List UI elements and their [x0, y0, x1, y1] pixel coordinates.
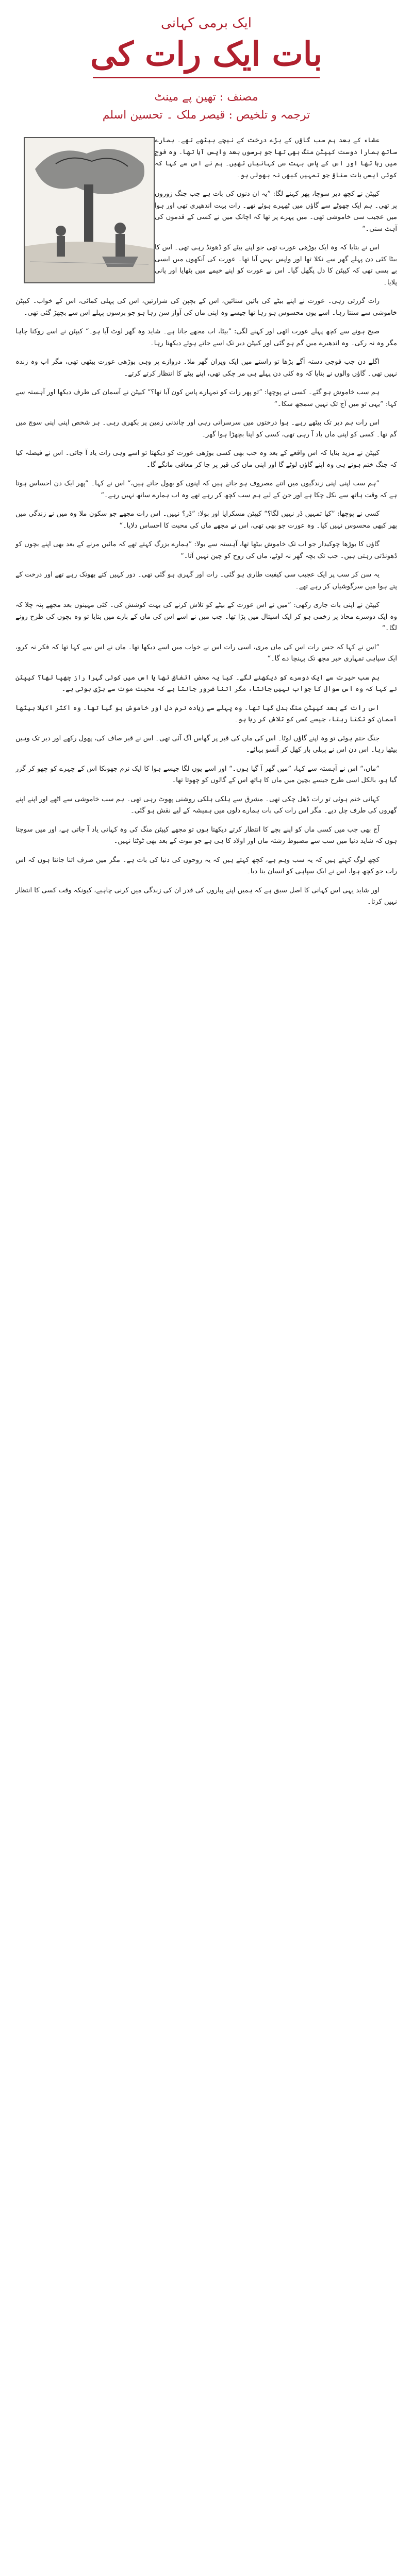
story-paragraph: ہم سب خاموش ہو گئے۔ کسی نے پوچھا: ”تو پھر رات کو تمہارے پاس کون آیا تھا؟“ کیپٹن نے آسمان کی طرف دیکھا اور آہستہ سے کہا: ”یہی تو میں آج تک نہیں سمجھ سکا۔“ — [15, 388, 397, 408]
story-paragraph: گاؤں کا بوڑھا چوکیدار جو اب تک خاموش بیٹھا تھا، آہستہ سے بولا: ”ہمارے بزرگ کہتے تھے کہ مائیں مرنے کے بعد بھی اپنے بچوں کو ڈھونڈتی رہتی ہیں۔ جب تک بچہ گھر نہ لوٹے، ماں کی روح کو چین نہیں آتا۔“ — [15, 540, 397, 560]
story-paragraph: جنگ ختم ہوئی تو وہ اپنے گاؤں لوٹا۔ اس کی ماں کی قبر پر گھاس اگ آئی تھی۔ اس نے قبر صاف کی، پھول رکھے اور دیر تک وہیں بیٹھا رہا۔ اس دن اس نے پہلی بار کھل کر آنسو بہائے۔ — [15, 734, 397, 754]
story-paragraph: اور شاید یہی اس کہانی کا اصل سبق ہے کہ ہمیں اپنے پیاروں کی قدر ان کی زندگی میں کرنی چاہیے، کیونکہ وقت کسی کا انتظار نہیں کرتا۔ — [15, 886, 397, 906]
story-paragraph: اگلے دن جب فوجی دستہ آگے بڑھا تو راستے میں ایک ویران گھر ملا۔ دروازے پر وہی بوڑھی عورت بیٹھی تھی، مگر اب وہ زندہ نہیں تھی۔ گاؤں والوں نے بتایا کہ وہ کئی دن پہلے ہی مر چکی تھی، اپنے بیٹے کا انتظار کرتے کرتے۔ — [15, 358, 397, 378]
story-paragraph: اس رات کے بعد کیپٹن منگ بدل گیا تھا۔ وہ پہلے سے زیادہ نرم دل اور خاموش ہو گیا تھا۔ وہ اکثر اکیلا بیٹھا آسمان کو تکتا رہتا، جیسے کسی کو تلاش کر رہا ہو۔ — [15, 704, 397, 723]
story-page — [15, 0, 397, 2576]
story-illustration — [24, 137, 155, 283]
story-paragraph: ہم سب حیرت سے ایک دوسرے کو دیکھنے لگے۔ کیا یہ محض اتفاق تھا یا اس میں کوئی گہرا راز چھپا تھا؟ کیپٹن نے کہا کہ وہ اس سوال کا جواب نہیں جانتا، مگر اتنا ضرور جانتا ہے کہ محبت موت سے بڑی ہوتی ہے۔ — [15, 673, 397, 693]
story-kicker: ایک برمی کہانی — [161, 15, 252, 31]
story-paragraph: اس نے بتایا کہ وہ ایک بوڑھی عورت تھی جو اپنے بیٹے کو ڈھونڈ رہی تھی۔ اس کا بیٹا کئی دن پہلے گھر سے نکلا تھا اور واپس نہیں آیا تھا۔ عورت کی آنکھوں میں ایسی بے بسی تھی کہ کیپٹن کا دل پگھل گیا۔ اس نے عورت کو اپنے خیمے میں بٹھایا اور پانی پلایا۔ — [155, 244, 397, 286]
story-paragraph: رات گزرتی رہی۔ عورت نے اپنے بیٹے کی باتیں سنائیں، اس کے بچپن کی شرارتیں، اس کی پہلی کمائی، اس کے خواب۔ کیپٹن خاموشی سے سنتا رہا۔ اسے یوں محسوس ہو رہا تھا جیسے وہ اپنی ماں کی آواز سن رہا ہو جو برسوں پہلے اس سے بچھڑ گئی تھی۔ — [15, 297, 397, 317]
author-line: مصنف : تھین پے مینٹ — [154, 91, 258, 104]
story-paragraph: کیپٹن نے مزید بتایا کہ اس واقعے کے بعد وہ جب بھی کسی بوڑھی عورت کو دیکھتا تو اسے وہی رات یاد آ جاتی۔ اس نے فیصلہ کیا کہ جنگ ختم ہوتے ہی وہ اپنے گاؤں لوٹے گا اور اپنی ماں کی قبر پر جا کر معافی مانگے گا۔ — [15, 449, 397, 469]
story-paragraph: ”ہم سب اپنی اپنی زندگیوں میں اتنے مصروف ہو جاتے ہیں کہ اپنوں کو بھول جاتے ہیں،“ اس نے کہا۔ ”پھر ایک دن احساس ہوتا ہے کہ وقت ہاتھ سے نکل چکا ہے اور جن کے لیے ہم سب کچھ کر رہے تھے وہ اب ہمارے ساتھ نہیں رہے۔“ — [15, 480, 397, 499]
story-paragraph: صبح ہونے سے کچھ پہلے عورت اٹھی اور کہنے لگی: ”بیٹا، اب مجھے جانا ہے۔ شاید وہ گھر لوٹ آیا ہو۔“ کیپٹن نے اسے روکنا چاہا مگر وہ نہ رکی۔ وہ اندھیرے میں گم ہو گئی اور کیپٹن دیر تک اسے جاتے ہوئے دیکھتا رہا۔ — [15, 328, 397, 347]
story-paragraph: کسی نے پوچھا: ”کیا تمہیں ڈر نہیں لگا؟“ کیپٹن مسکرایا اور بولا: ”ڈر؟ نہیں۔ اس رات مجھے جو سکون ملا وہ میں نے زندگی میں پھر کبھی محسوس نہیں کیا۔ وہ عورت جو بھی تھی، اس نے مجھے ماں کی محبت کا احساس دلایا۔“ — [15, 510, 397, 530]
illustration-drawing — [25, 138, 154, 282]
story-paragraph: آج بھی جب میں کسی ماں کو اپنے بچے کا انتظار کرتے دیکھتا ہوں تو مجھے کیپٹن منگ کی وہ کہانی یاد آ جاتی ہے، اور میں سوچتا ہوں کہ شاید دنیا میں سب سے مضبوط رشتہ ماں اور اولاد کا ہی ہے جو موت کے بعد بھی ٹوٹتا نہیں۔ — [15, 825, 397, 845]
story-paragraph: یہ سن کر سب پر ایک عجیب سی کیفیت طاری ہو گئی۔ رات اور گہری ہو گئی تھی۔ دور کہیں کتے بھونک رہے تھے اور درخت کے پتے ہوا میں سرگوشیاں کر رہے تھے۔ — [15, 571, 397, 590]
story-paragraph: عشاء کے بعد ہم سب گاؤں کے بڑے درخت کے نیچے بیٹھے تھے۔ ہمارے ساتھ ہمارا دوست کیپٹن منگ بھی تھا جو برسوں بعد واپس آیا تھا۔ وہ فوج میں رہا تھا اور اس کے پاس بہت سی کہانیاں تھیں۔ ہم نے اس سے کہا کہ کوئی ایسی بات سناؤ جو تمہیں کبھی نہ بھولی ہو۔ — [155, 137, 397, 179]
story-paragraph: کچھ لوگ کہتے ہیں کہ یہ سب وہم ہے، کچھ کہتے ہیں کہ یہ روحوں کی دنیا کی بات ہے۔ مگر میں صرف اتنا جانتا ہوں کہ اس رات جو کچھ ہوا، اس نے ایک سپاہی کو انسان بنا دیا۔ — [15, 856, 397, 875]
story-paragraph: اس رات ہم دیر تک بیٹھے رہے۔ ہوا درختوں میں سرسراتی رہی اور چاندنی زمین پر بکھری رہی۔ ہر شخص اپنی اپنی سوچ میں گم تھا۔ کسی کو اپنی ماں یاد آ رہی تھی، کسی کو اپنا بچھڑا ہوا گھر۔ — [15, 419, 397, 438]
story-body — [15, 135, 397, 908]
title-underline — [93, 77, 320, 78]
story-paragraph: کیپٹن نے اپنی بات جاری رکھی: ”میں نے اس عورت کے بیٹے کو تلاش کرنے کی بہت کوشش کی۔ کئی مہینوں بعد مجھے پتہ چلا کہ وہ ایک دوسرے محاذ پر زخمی ہو کر ایک اسپتال میں پڑا تھا۔ جب میں نے اسے اس کی ماں کے بارے میں بتایا تو وہ بچوں کی طرح رونے لگا۔“ — [15, 601, 397, 632]
story-title: بات ایک رات کی — [90, 35, 323, 74]
story-header — [15, 0, 397, 122]
story-paragraph: ”ماں،“ اس نے آہستہ سے کہا، ”میں گھر آ گیا ہوں۔“ اور اسے یوں لگا جیسے ہوا کا ایک نرم جھونکا اس کے چہرے کو چھو کر گزر گیا ہو، بالکل اسی طرح جیسے بچپن میں ماں کا ہاتھ اس کے گالوں کو چھوتا تھا۔ — [15, 765, 397, 784]
story-paragraph: کہانی ختم ہوئی تو رات ڈھل چکی تھی۔ مشرق سے ہلکی ہلکی روشنی پھوٹ رہی تھی۔ ہم سب خاموشی سے اٹھے اور اپنے اپنے گھروں کی طرف چل دیے۔ مگر اس رات کی بات ہمارے دلوں میں ہمیشہ کے لیے نقش ہو گئی۔ — [15, 795, 397, 815]
translation-line: ترجمہ و تلخیص : قیصر ملک ۔ تحسین اسلم — [102, 109, 310, 122]
story-paragraph: کیپٹن نے کچھ دیر سوچا، پھر کہنے لگا: ”یہ ان دنوں کی بات ہے جب جنگ زوروں پر تھی۔ ہم ایک چھوٹے سے گاؤں میں ٹھہرے ہوئے تھے۔ رات بہت اندھیری تھی اور ہوا میں عجیب سی خاموشی تھی۔ میں پہرے پر تھا کہ اچانک میں نے کسی کے قدموں کی آہٹ سنی۔“ — [155, 190, 397, 233]
story-paragraph: ”اس نے کہا کہ جس رات اس کی ماں مری، اسی رات اس نے خواب میں اسے دیکھا تھا۔ ماں نے اس سے کہا تھا کہ فکر نہ کرو، ایک سپاہی تمہاری خبر مجھ تک پہنچا دے گا۔“ — [15, 643, 397, 663]
